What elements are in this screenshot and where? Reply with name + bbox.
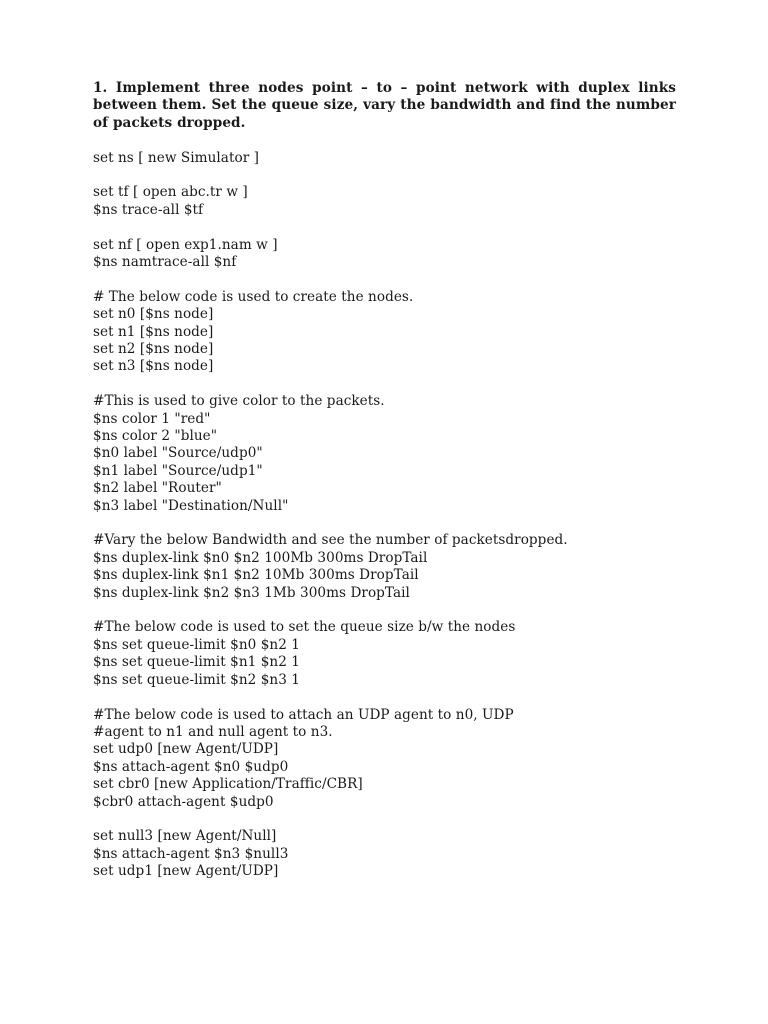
code-block	[93, 184, 676, 219]
code-line: $ns duplex-link $n2 $n3 1Mb 300ms DropTail	[93, 584, 410, 601]
code-line: $ns duplex-link $n1 $n2 10Mb 300ms DropTail	[93, 567, 419, 584]
code-line: $ns duplex-link $n0 $n2 100Mb 300ms DropTail	[93, 549, 428, 566]
code-block	[93, 237, 676, 272]
exercise-heading: 1. Implement three nodes point – to – point network with duplex links between them. Set the queue size, vary the bandwidth and find the number of packets dropped.	[93, 80, 676, 131]
code-comment: #This is used to give color to the packets.	[93, 393, 385, 410]
code-line: $ns trace-all $tf	[93, 201, 204, 218]
code-block	[93, 619, 676, 689]
code-block	[93, 150, 676, 167]
code-line: set udp1 [new Agent/UDP]	[93, 863, 279, 880]
code-line: set n3 [$ns node]	[93, 358, 214, 375]
code-line: $ns attach-agent $n0 $udp0	[93, 758, 289, 775]
code-block	[93, 393, 676, 515]
code-block	[93, 532, 676, 602]
code-comment: #agent to n1 and null agent to n3.	[93, 723, 333, 740]
code-line: $ns color 1 "red"	[93, 410, 211, 427]
code-line: set n1 [$ns node]	[93, 323, 214, 340]
code-line: set n2 [$ns node]	[93, 341, 214, 358]
code-line: set cbr0 [new Application/Traffic/CBR]	[93, 776, 363, 793]
code-line: $cbr0 attach-agent $udp0	[93, 793, 274, 810]
code-line: $ns set queue-limit $n2 $n3 1	[93, 671, 300, 688]
code-line: $n3 label "Destination/Null"	[93, 497, 289, 514]
code-comment: # The below code is used to create the nodes.	[93, 288, 414, 305]
code-line: set n0 [$ns node]	[93, 306, 214, 323]
code-comment: #The below code is used to set the queue size b/w the nodes	[93, 619, 516, 636]
code-line: $ns color 2 "blue"	[93, 428, 218, 445]
code-line: set tf [ open abc.tr w ]	[93, 184, 248, 201]
code-line: $n0 label "Source/udp0"	[93, 445, 263, 462]
code-line: $ns attach-agent $n3 $null3	[93, 845, 289, 862]
code-block	[93, 289, 676, 376]
code-line: $n1 label "Source/udp1"	[93, 462, 263, 479]
code-line: $n2 label "Router"	[93, 480, 222, 497]
code-block	[93, 707, 676, 811]
code-line: set null3 [new Agent/Null]	[93, 828, 277, 845]
code-comment: #Vary the below Bandwidth and see the number of packetsdropped.	[93, 532, 568, 549]
code-line: set nf [ open exp1.nam w ]	[93, 236, 278, 253]
code-line: $ns namtrace-all $nf	[93, 254, 237, 271]
code-line: set ns [ new Simulator ]	[93, 149, 259, 166]
code-block	[93, 828, 676, 880]
code-line: $ns set queue-limit $n0 $n2 1	[93, 636, 300, 653]
code-line: $ns set queue-limit $n1 $n2 1	[93, 654, 300, 671]
code-comment: #The below code is used to attach an UDP agent to n0, UDP	[93, 706, 514, 723]
code-line: set udp0 [new Agent/UDP]	[93, 741, 279, 758]
